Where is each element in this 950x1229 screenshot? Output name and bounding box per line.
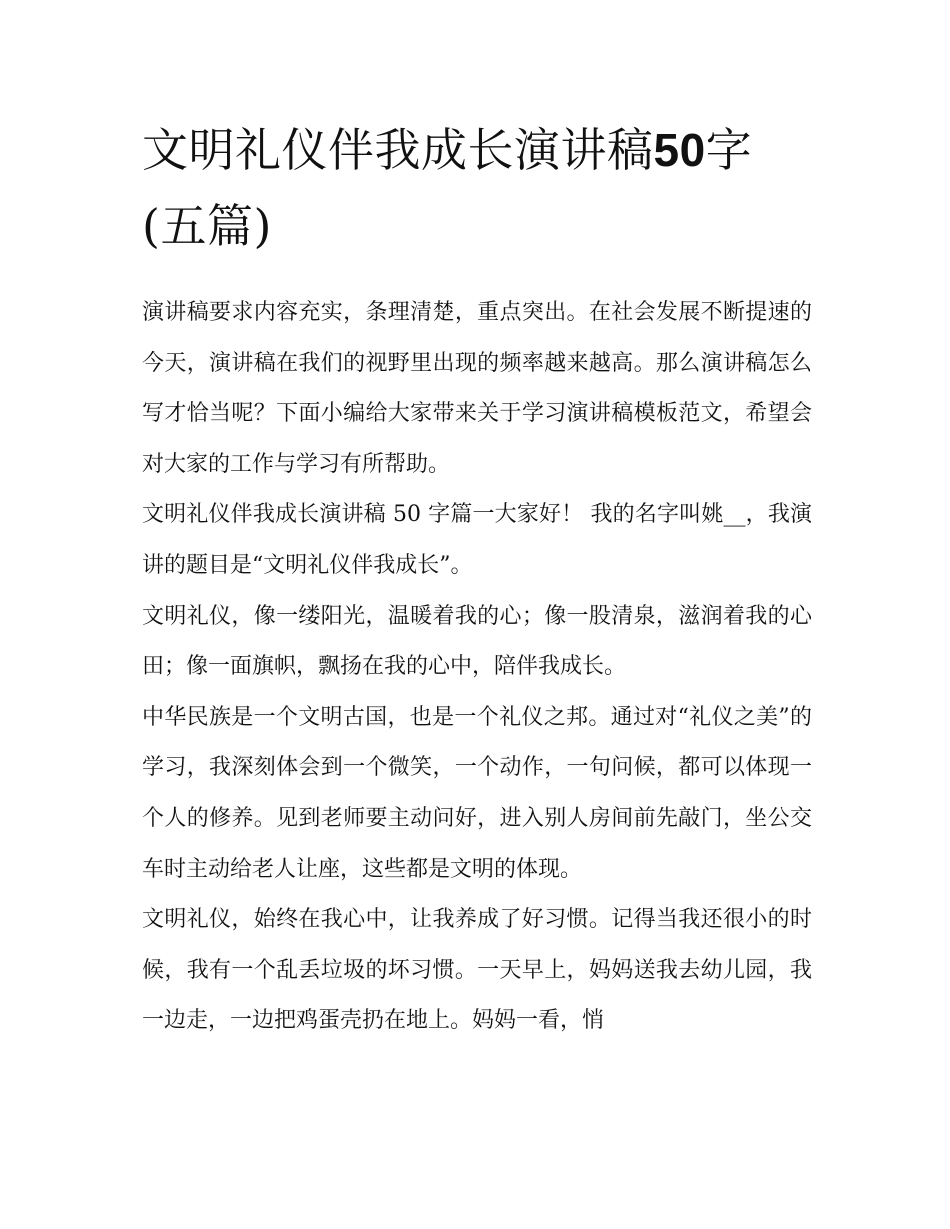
document-title (142, 112, 812, 264)
body-paragraph: 文明礼仪，像一缕阳光，温暖着我的心；像一股清泉，滋润着我的心田；像一面旗帜，飘扬在我的心中，陪伴我成长。 (142, 603, 812, 680)
intro-paragraph: 演讲稿要求内容充实，条理清楚，重点突出。在社会发展不断提速的今天，演讲稿在我们的视野里出现的频率越来越高。那么演讲稿怎么写才恰当呢？下面小编给大家带来关于学习演讲稿模板范文，希望会对大家的工作与学习有所帮助。 (142, 300, 812, 477)
body-paragraph: 文明礼仪，始终在我心中，让我养成了好习惯。记得当我还很小的时候，我有一个乱丢垃圾的坏习惯。一天早上，妈妈送我去幼儿园，我一边走，一边把鸡蛋壳扔在地上。妈妈一看，悄 (142, 907, 812, 1034)
title-number: 50 (653, 124, 706, 176)
document-page (142, 112, 812, 1047)
title-text-part2: 字(五篇) (142, 123, 753, 253)
speech-opening-paragraph: 文明礼仪伴我成长演讲稿 50 字篇一大家好！ 我的名字叫姚__，我演讲的题目是“文明礼仪伴我成长”。 (142, 502, 812, 578)
body-paragraph: 中华民族是一个文明古国，也是一个礼仪之邦。通过对“礼仪之美”的学习，我深刻体会到一个微笑，一个动作，一句问候，都可以体现一个人的修养。见到老师要主动问好，进入别人房间前先敲门，坐公交车时主动给老人让座，这些都是文明的体现。 (142, 704, 812, 882)
title-text-part1: 文明礼仪伴我成长演讲稿 (142, 123, 654, 177)
